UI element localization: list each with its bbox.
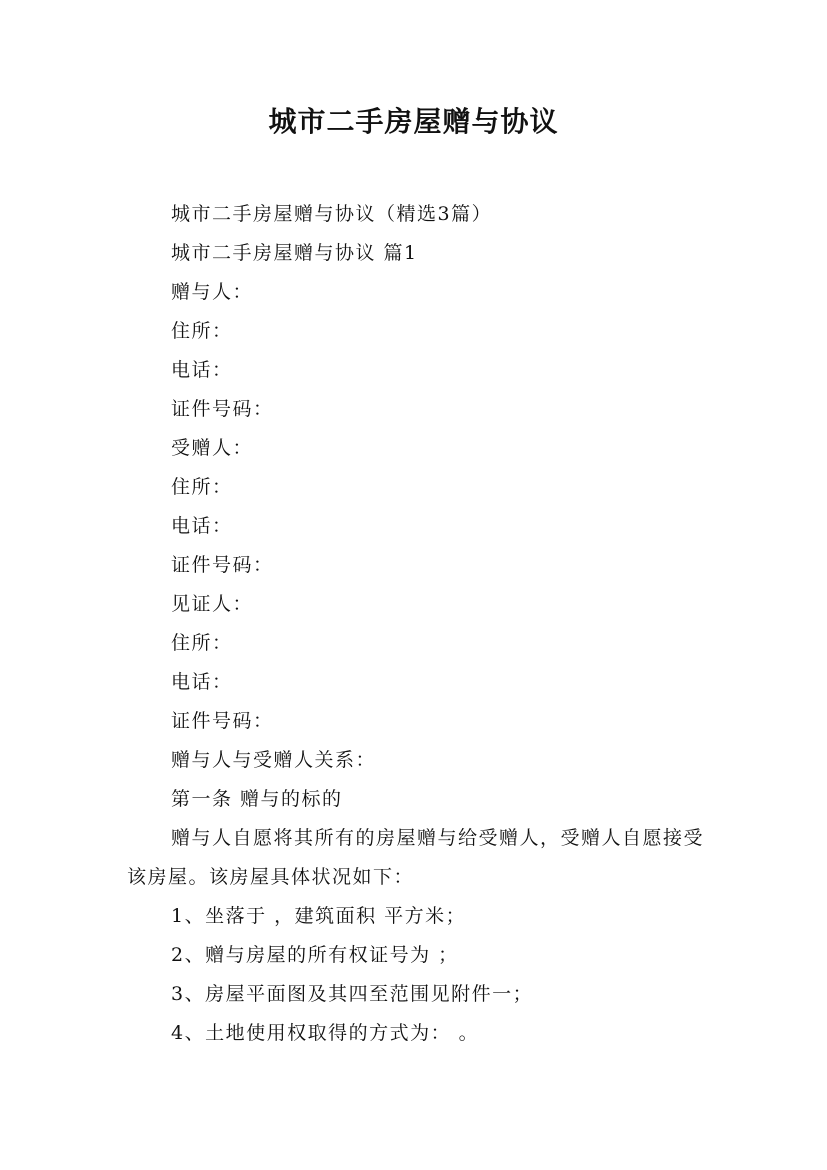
witness-label: 见证人： xyxy=(171,593,254,615)
witness-address-label: 住所： xyxy=(171,632,233,654)
document-body xyxy=(127,195,707,1053)
article-one-heading: 第一条 赠与的标的 xyxy=(171,788,343,810)
donor-id-label: 证件号码： xyxy=(171,398,274,420)
subtitle-line: 城市二手房屋赠与协议（精选3篇） xyxy=(171,203,493,225)
witness-phone-label: 电话： xyxy=(171,671,233,693)
list-item: 4、土地使用权取得的方式为： 。 xyxy=(171,1022,480,1044)
relationship-label: 赠与人与受赠人关系： xyxy=(171,749,377,771)
donor-label: 赠与人： xyxy=(171,281,254,303)
donee-label: 受赠人： xyxy=(171,437,254,459)
witness-id-label: 证件号码： xyxy=(171,710,274,732)
donor-phone-label: 电话： xyxy=(171,359,233,381)
document-title: 城市二手房屋赠与协议 xyxy=(268,105,559,138)
donor-address-label: 住所： xyxy=(171,320,233,342)
donee-phone-label: 电话： xyxy=(171,515,233,537)
donee-address-label: 住所： xyxy=(171,476,233,498)
donee-id-label: 证件号码： xyxy=(171,554,274,576)
section-heading: 城市二手房屋赠与协议 篇1 xyxy=(171,242,418,264)
list-item: 3、房屋平面图及其四至范围见附件一； xyxy=(171,983,534,1005)
article-one-paragraph: 赠与人自愿将其所有的房屋赠与给受赠人，受赠人自愿接受该房屋。该房屋具体状况如下： xyxy=(127,827,705,888)
list-item: 2、赠与房屋的所有权证号为 ； xyxy=(171,944,459,966)
list-item: 1、坐落于 ，建筑面积 平方米； xyxy=(171,905,467,927)
